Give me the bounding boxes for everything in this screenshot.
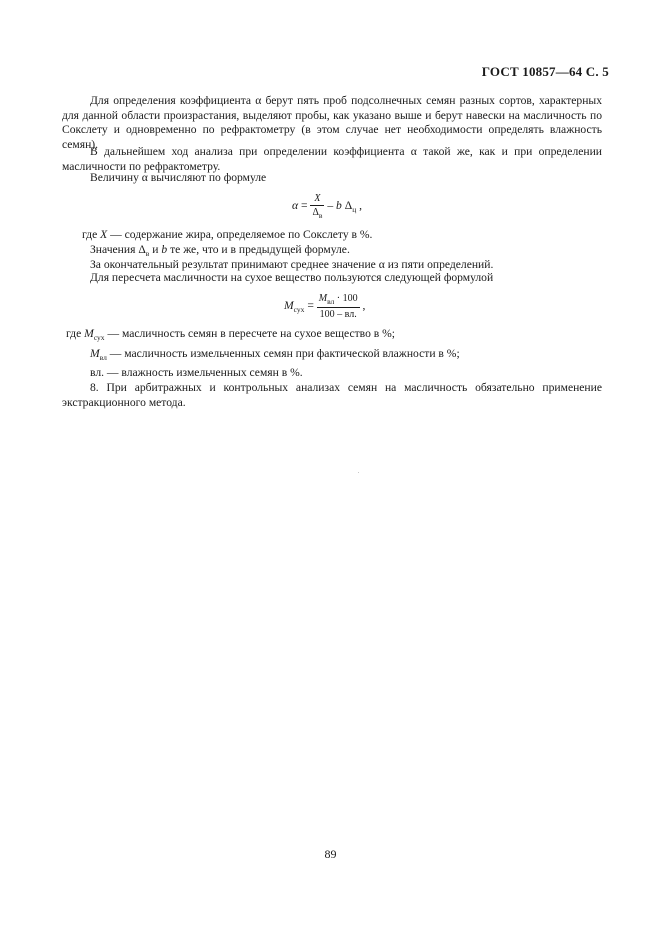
where-mdry-definition [66, 327, 395, 346]
scan-speck [358, 472, 359, 473]
final-result-line: За окончательный результат принимают среднее значение α из пяти определений. [90, 258, 494, 271]
formula-dry-lhs-sub: сух [293, 305, 305, 315]
formula-alpha-minus: – [327, 199, 334, 213]
where-x-definition [82, 228, 372, 243]
formula-dry-num-var: M [318, 293, 328, 304]
values-var: b [161, 243, 168, 256]
formula-alpha-fraction [310, 193, 324, 220]
recalc-intro-line: Для пересчета масличности на сухое вещество пользуются следующей формулой [90, 271, 494, 284]
def-mwet [90, 347, 460, 366]
formula-dry-eq: = [307, 299, 314, 313]
where-mdry-sub: сух [93, 333, 105, 342]
formula-alpha-delta: Δ [344, 199, 353, 213]
def-mwet-var: M [90, 347, 100, 360]
where-mdry-prefix: где [66, 327, 82, 340]
formula-alpha-delta-sub: ц [352, 205, 357, 215]
values-delta: Δ [138, 243, 146, 256]
where-x-text: — содержание жира, определяемое по Сокслету в %. [110, 228, 373, 241]
values-text: те же, что и в предыдущей формуле. [170, 243, 350, 256]
formula-dry-lhs: M [284, 299, 294, 313]
paragraph-alpha-analysis: В дальнейшем ход анализа при определении коэффициента α такой же, как и при определении масличности по рефрактометру. [62, 145, 602, 173]
def-mwet-sub: вл [99, 353, 107, 362]
formula-dry-denominator: 100 – вл. [319, 309, 357, 320]
formula-alpha-coef: b [336, 199, 342, 213]
values-prefix: Значения [90, 243, 136, 256]
formula-dry-num-sub: вл [327, 297, 335, 306]
formula-alpha-lhs: α [292, 199, 299, 213]
item-8-paragraph: 8. При арбитражных и контрольных анализах семян на масличность обязательно применение экстракционного метода. [62, 381, 602, 409]
formula-dry-oil [284, 293, 365, 320]
formula-alpha-numerator: X [310, 193, 324, 206]
formula-dry-numerator [317, 293, 360, 308]
paragraph-alpha-formula-intro: Величину α вычисляют по формуле [90, 171, 267, 184]
formula-alpha-den-sub: в [318, 211, 323, 220]
formula-alpha-den-delta: Δ [312, 207, 319, 218]
where-mdry-var: M [84, 327, 94, 340]
formula-alpha-denominator [310, 206, 324, 220]
where-x-prefix: где [82, 228, 98, 241]
def-mwet-text: — масличность измельченных семян при фактической влажности в %; [109, 347, 460, 360]
values-delta-sub: в [145, 249, 150, 258]
where-x-var: X [100, 228, 108, 241]
where-mdry-text: — масличность семян в пересчете на сухое вещество в %; [107, 327, 396, 340]
formula-alpha [292, 193, 362, 220]
page-number: 89 [324, 847, 337, 861]
formula-dry-tail: , [362, 299, 366, 313]
paragraph-alpha-method: Для определения коэффициента α берут пять проб подсолнечных семян разных сортов, характерных для данной области произрастания, выделяют пробы, как указано выше и берут навески на масличность по Сокслету и одновременно по рефрактометру (в этом случае нет необходимости определять влажность семян). [62, 94, 602, 151]
document-header: ГОСТ 10857—64 С. 5 [481, 64, 609, 79]
formula-alpha-tail: , [359, 199, 363, 213]
formula-alpha-eq: = [301, 199, 308, 213]
formula-dry-fraction [317, 293, 360, 320]
formula-dry-num-rest: · 100 [336, 293, 358, 304]
values-conj: и [152, 243, 159, 256]
def-moisture: вл. — влажность измельченных семян в %. [90, 366, 303, 379]
